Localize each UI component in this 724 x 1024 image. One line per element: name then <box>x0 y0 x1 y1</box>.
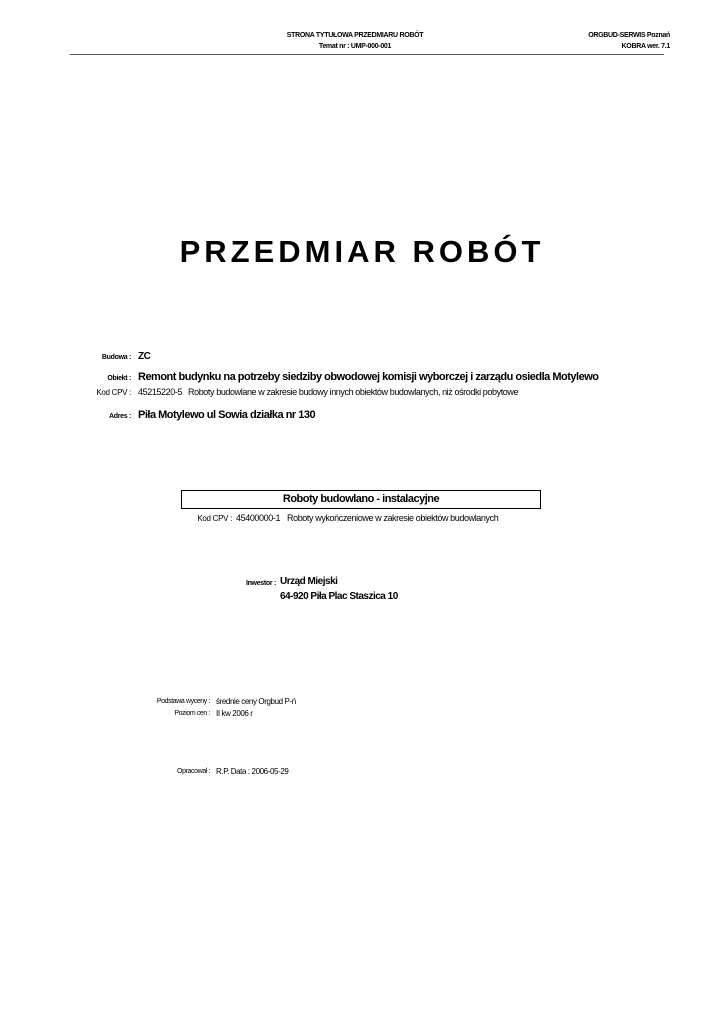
header-company: ORGBUD-SERWIS Poznań <box>588 32 670 39</box>
works-type-box: Roboty budowlano - instalacyjne <box>181 490 541 509</box>
budowa-value: ZC <box>138 351 151 362</box>
works-cpv-code: 45400000-1 <box>236 513 281 523</box>
works-cpv-label: Kod CPV : <box>197 514 232 523</box>
budowa-label: Budowa : <box>101 354 131 361</box>
investor-name: Urząd Miejski <box>280 576 338 587</box>
cpv-description: Roboty budowlane w zakresie budowy innych obiektów budowlanych, niż ośrodki pobytowe <box>188 387 519 397</box>
investor-address: 64-920 Piła Plac Staszica 10 <box>280 591 398 602</box>
obiekt-value: Remont budynku na potrzeby siedziby obwodowej komisji wyborczej i zarządu osiedla Motylewo <box>138 371 599 383</box>
adres-label: Adres : <box>108 413 131 420</box>
works-cpv-description: Roboty wykończeniowe w zakresie obiektów budowlanych <box>287 513 499 523</box>
pricing-level-value: II kw 2006 r <box>216 709 253 718</box>
header-divider <box>70 54 664 55</box>
pricing-level-label: Poziom cen : <box>174 710 210 717</box>
pricing-basis-value: średnie ceny Orgbud P-ń <box>216 697 296 706</box>
page-title: PRZEDMIAR ROBÓT <box>179 234 545 269</box>
pricing-basis-label: Podstawa wyceny : <box>156 698 210 705</box>
cpv-code: 45215220-5 <box>138 387 183 397</box>
prepared-label: Opracował : <box>177 768 210 775</box>
investor-label: Inwestor : <box>245 580 276 587</box>
header-topic: Temat nr : UMP-000-001 <box>318 43 392 50</box>
prepared-value: R.P. Data : 2006-05-29 <box>216 767 289 776</box>
header-doc-type: STRONA TYTUŁOWA PRZEDMIARU ROBÓT <box>286 32 424 39</box>
obiekt-label: Obiekt : <box>107 375 131 382</box>
header-version: KOBRA wer. 7.1 <box>621 43 670 50</box>
adres-value: Piła Motylewo ul Sowia działka nr 130 <box>138 409 316 421</box>
cpv-label: Kod CPV : <box>96 388 131 397</box>
